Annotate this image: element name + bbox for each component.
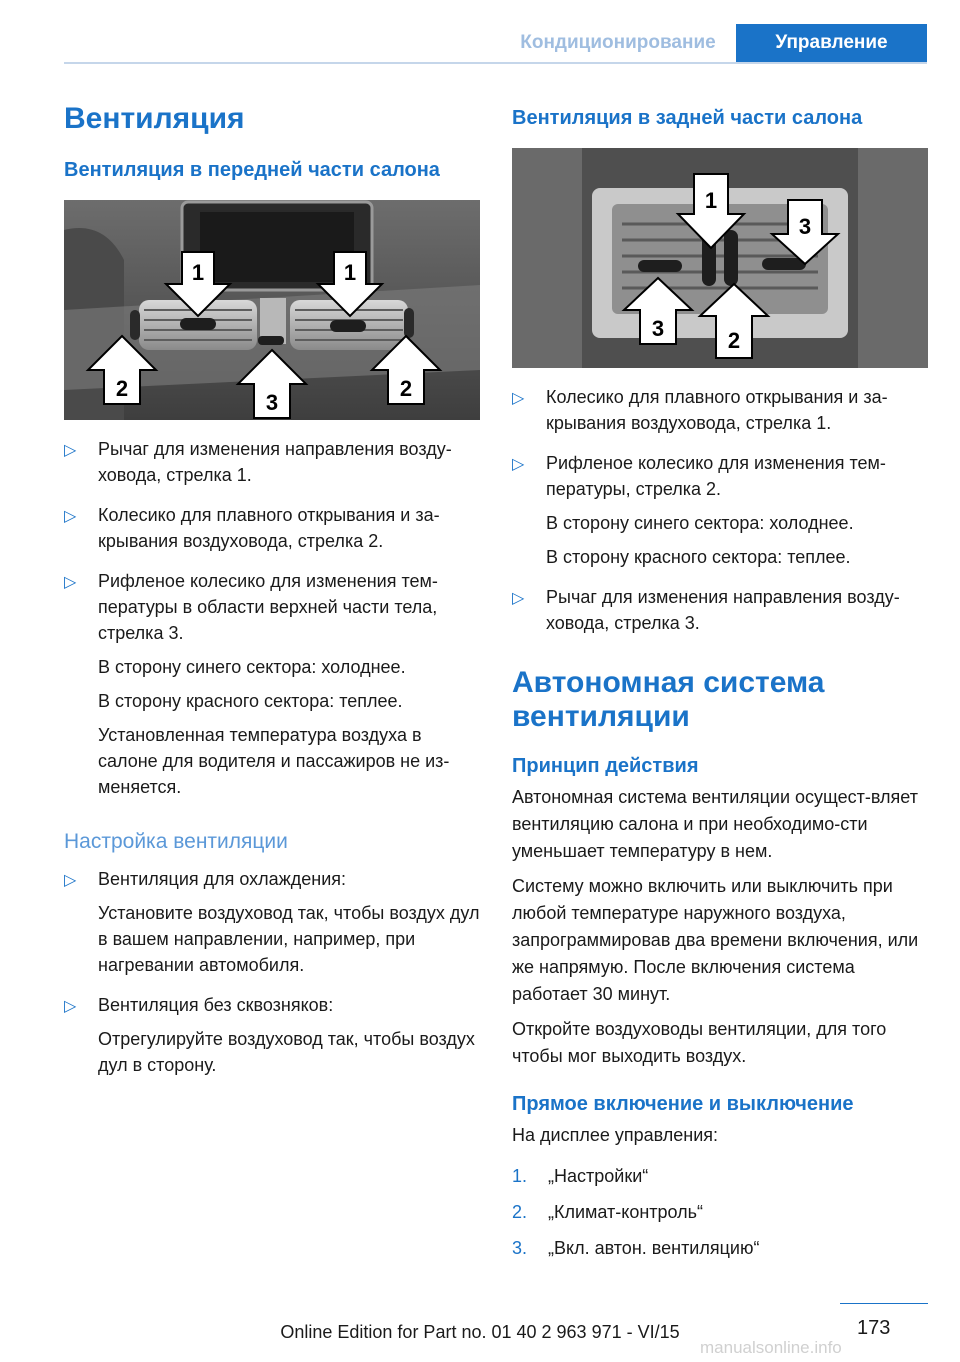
rear-vents-illustration: [512, 148, 928, 368]
triangle-bullet-icon: ▷: [64, 872, 77, 889]
principle-section: [512, 784, 928, 1070]
triangle-bullet-icon: ▷: [512, 390, 525, 407]
rear-arrow-label-2: 2: [727, 328, 741, 353]
triangle-bullet-icon: ▷: [512, 456, 525, 473]
step-text: „Настройки“: [548, 1166, 649, 1186]
front-vents-illustration: [64, 200, 480, 420]
list-item: [512, 1235, 928, 1261]
front-items-list: [64, 436, 480, 800]
step-number: 3.: [512, 1238, 528, 1258]
left-column: [64, 100, 480, 1092]
rear-ventilation-heading: Вентиляция в задней части салона: [512, 107, 863, 129]
settings-heading: Настройка вентиляции: [64, 830, 288, 853]
list-item: ▷ Рычаг для изменения направления возду‐ховода, стрелка 3.: [512, 587, 900, 633]
list-item: ▷ Рычаг для изменения направления возду‐ховода, стрелка 1.: [64, 439, 452, 485]
footer-divider: [840, 1303, 928, 1304]
right-column: [512, 100, 928, 1271]
watermark: manualsonline.info: [700, 1338, 842, 1357]
list-item: ▷ Вентиляция без сквозняков: Отрегулируйте воздуховод так, чтобы воздух дул в сторону.: [64, 995, 475, 1075]
front-arrow-label-1b: 1: [343, 260, 357, 285]
list-item: ▷ Колесико для плавного открывания и за‐крывания воздуховода, стрелка 2.: [64, 505, 440, 551]
rear-arrow-label-3b: 3: [651, 316, 665, 341]
front-ventilation-heading: Вентиляция в передней части салона: [64, 159, 440, 181]
rear-arrow-label-1: 1: [704, 188, 718, 213]
list-item: ▷ Вентиляция для охлаждения: Установите воздуховод так, чтобы воздух дул в вашем направлении, например, при нагревании автомобиля.: [64, 869, 480, 975]
front-arrow-label-2a: 2: [115, 376, 129, 401]
page-title: Вентиляция: [64, 102, 245, 135]
list-item: ▷ Рифленое колесико для изменения тем‐пературы в области верхней части тела, стрелка 3. В сторону синего сектора: холоднее. В сторону красного сектора: теплее. Установленная температура воздуха в салоне для водителя и пассажиров не из‐меняется.: [64, 571, 450, 797]
header-divider: [64, 62, 927, 64]
triangle-bullet-icon: ▷: [64, 442, 77, 459]
direct-switch-heading: Прямое включение и выключение: [512, 1093, 854, 1115]
front-vents-photo: [64, 200, 480, 420]
list-item: [512, 1199, 928, 1225]
step-number: 2.: [512, 1202, 528, 1222]
steps-list: [512, 1163, 928, 1261]
step-text: „Вкл. автон. вентиляцию“: [548, 1238, 760, 1258]
list-item: ▷ Рифленое колесико для изменения тем‐пературы, стрелка 2. В сторону синего сектора: холоднее. В сторону красного сектора: теплее.: [512, 453, 886, 567]
triangle-bullet-icon: ▷: [64, 508, 77, 525]
triangle-bullet-icon: ▷: [512, 590, 525, 607]
principle-paragraph-3: Откройте воздуховоды вентиляции, для того чтобы мог выходить воздух.: [512, 1019, 887, 1066]
list-item: [512, 1163, 928, 1189]
settings-items-list: [64, 866, 480, 1078]
header-chapter-tab: Управление: [736, 24, 927, 62]
page-number: 173: [857, 1317, 891, 1339]
list-item: ▷ Колесико для плавного открывания и за‐крывания воздуховода, стрелка 1.: [512, 387, 888, 433]
rear-vents-photo: [512, 148, 928, 368]
header-section-tab: Кондиционирование: [520, 32, 716, 53]
footer-edition: Online Edition for Part no. 01 40 2 963 971 - VI/15: [280, 1322, 680, 1342]
step-text: „Климат-контроль“: [548, 1202, 704, 1222]
direct-intro: На дисплее управления:: [512, 1125, 719, 1145]
front-arrow-label-1a: 1: [191, 260, 205, 285]
principle-heading: Принцип действия: [512, 755, 699, 777]
principle-paragraph-1: Автономная система вентиляции осущест‐вляет вентиляцию салона и при необходимо‐сти уменьшает температуру в нем.: [512, 787, 918, 861]
rear-items-list: [512, 384, 928, 636]
principle-paragraph-2: Систему можно включить или выключить при любой температуре наружного воздуха, запрограммировав два времени включения, или же напрямую. После включения система работает 30 минут.: [512, 876, 919, 1004]
rear-arrow-label-3a: 3: [798, 214, 812, 239]
auto-ventilation-heading: Автономная система вентиляции: [512, 666, 825, 733]
front-arrow-label-3: 3: [265, 390, 279, 415]
triangle-bullet-icon: ▷: [64, 998, 77, 1015]
front-arrow-label-2b: 2: [399, 376, 413, 401]
step-number: 1.: [512, 1166, 528, 1186]
triangle-bullet-icon: ▷: [64, 574, 77, 591]
